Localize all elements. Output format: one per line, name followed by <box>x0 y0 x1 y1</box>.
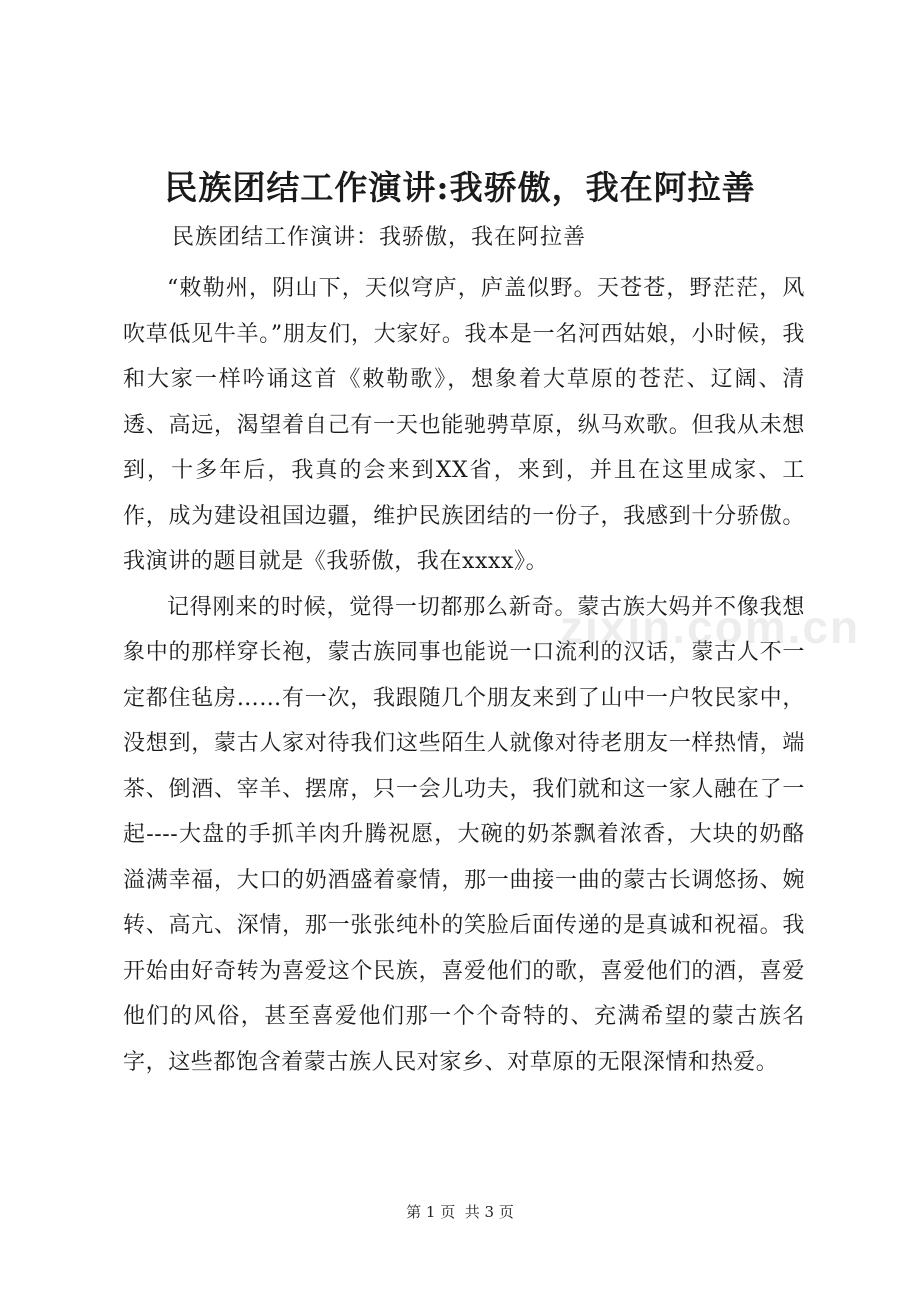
page-number-label: 第 1 页 共 3 页 <box>406 1203 514 1221</box>
body-paragraph-2: 记得刚来的时候，觉得一切都那么新奇。蒙古族大妈并不像我想象中的那样穿长袍，蒙古族同事也能说一口流利的汉话，蒙古人不一定都住毡房……有一次，我跟随几个朋友来到了山中一户牧民家中，没想到，蒙古人家对待我们这些陌生人就像对待老朋友一样热情，端茶、倒酒、宰羊、摆席，只一会儿功夫，我们就和这一家人融在了一起----大盘的手抓羊肉升腾祝愿，大碗的奶茶飘着浓香，大块的奶酪溢满幸福，大口的奶酒盛着豪情，那一曲接一曲的蒙古长调悠扬、婉转、高亢、深情，那一张张纯朴的笑脸后面传递的是真诚和祝福。我开始由好奇转为喜爱这个民族，喜爱他们的歌，喜爱他们的酒，喜爱他们的风俗，甚至喜爱他们那一个个奇特的、充满希望的蒙古族名字，这些都饱含着蒙古族人民对家乡、对草原的无限深情和热爱。 <box>123 594 805 1075</box>
page-footer <box>0 1200 920 1224</box>
body-paragraph-1: “敕勒州，阴山下，天似穹庐，庐盖似野。天苍苍，野茫茫，风吹草低见牛羊。”朋友们，大家好。我本是一名河西姑娘，小时候，我和大家一样吟诵这首《敕勒歌》，想象着大草原的苍茫、辽阔、清透、高远，渴望着自己有一天也能驰骋草原，纵马欢歌。但我从未想到，十多年后，我真的会来到XX省，来到，并且在这里成家、工作，成为建设祖国边疆，维护民族团结的一份子，我感到十分骄傲。我演讲的题目就是《我骄傲，我在xxxx》。 <box>123 276 805 574</box>
document-subtitle: 民族团结工作演讲：我骄傲，我在阿拉善 <box>172 225 587 250</box>
site-watermark: zixin.com.cn <box>560 601 861 653</box>
document-body <box>123 266 805 1085</box>
document-title: 民族团结工作演讲:我骄傲，我在阿拉善 <box>164 168 756 207</box>
